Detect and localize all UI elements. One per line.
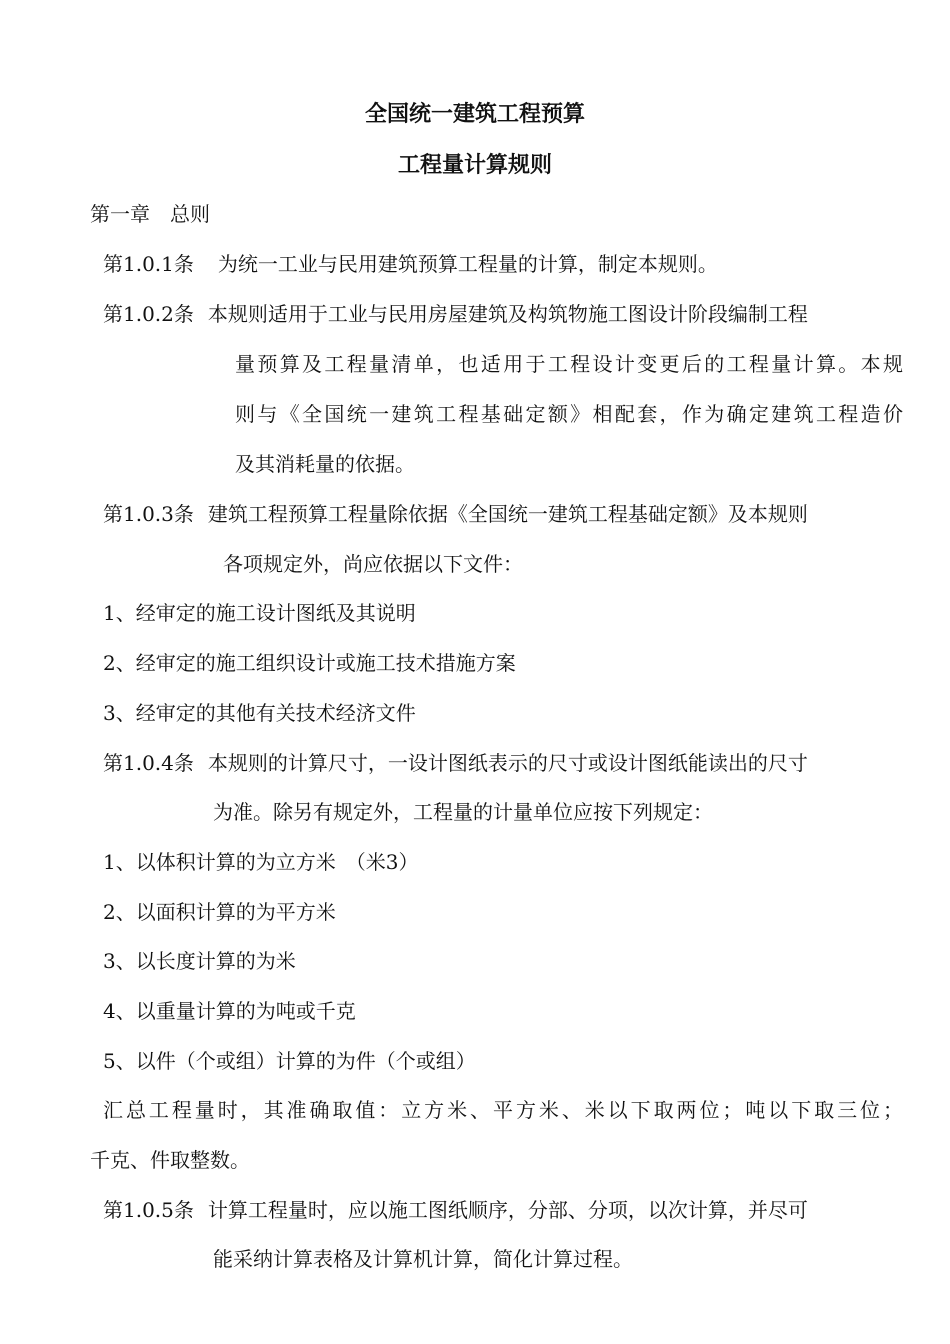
chapter-heading: 第一章 总则	[90, 202, 210, 226]
article-label: 第1.0.3条	[103, 502, 194, 526]
article-text-line: 及其消耗量的依据。	[235, 452, 415, 476]
article-text-line: 计算工程量时，应以施工图纸顺序，分部、分项，以次计算，并尽可	[207, 1198, 808, 1222]
article-text-line: 本规则的计算尺寸，一设计图纸表示的尺寸或设计图纸能读出的尺寸	[207, 751, 808, 775]
article-text-line: 建筑工程预算工程量除依据《全国统一建筑工程基础定额》及本规则	[207, 502, 808, 526]
rounding-note-line: 汇总工程量时，其准确取值：立方米、平方米、米以下取两位；吨以下取三位；	[103, 1098, 903, 1122]
list-item: 3、以长度计算的为米	[103, 949, 296, 973]
rounding-note-line: 千克、件取整数。	[90, 1148, 250, 1172]
article-text-line: 量预算及工程量清单，也适用于工程设计变更后的工程量计算。本规	[235, 352, 903, 376]
article-label: 第1.0.2条	[103, 302, 194, 326]
list-item: 2、经审定的施工组织设计或施工技术措施方案	[103, 651, 516, 675]
list-item: 1、经审定的施工设计图纸及其说明	[103, 601, 416, 625]
article-1-0-2	[103, 300, 808, 328]
article-label: 第1.0.1条	[103, 252, 194, 276]
list-item: 2、以面积计算的为平方米	[103, 900, 336, 924]
list-item: 4、以重量计算的为吨或千克	[103, 999, 356, 1023]
article-1-0-1	[103, 250, 718, 278]
article-text-line: 各项规定外，尚应依据以下文件：	[223, 552, 523, 576]
article-text-line: 本规则适用于工业与民用房屋建筑及构筑物施工图设计阶段编制工程	[207, 302, 808, 326]
document-title-line2: 工程量计算规则	[397, 153, 552, 178]
list-item: 5、以件（个或组）计算的为件（个或组）	[103, 1049, 476, 1073]
article-label: 第1.0.4条	[103, 751, 194, 775]
list-item: 1、以体积计算的为立方米 （米3）	[103, 850, 419, 874]
article-text: 为统一工业与民用建筑预算工程量的计算，制定本规则。	[217, 252, 718, 276]
document-title-line1: 全国统一建筑工程预算	[364, 102, 585, 127]
article-text-line: 为准。除另有规定外，工程量的计量单位应按下列规定：	[213, 800, 713, 824]
article-1-0-4	[103, 749, 808, 777]
article-1-0-3	[103, 500, 808, 528]
article-1-0-5	[103, 1196, 808, 1224]
article-text-line: 能采纳计算表格及计算机计算，简化计算过程。	[213, 1247, 633, 1271]
article-text-line: 则与《全国统一建筑工程基础定额》相配套，作为确定建筑工程造价	[235, 402, 903, 426]
article-label: 第1.0.5条	[103, 1198, 194, 1222]
list-item: 3、经审定的其他有关技术经济文件	[103, 701, 416, 725]
